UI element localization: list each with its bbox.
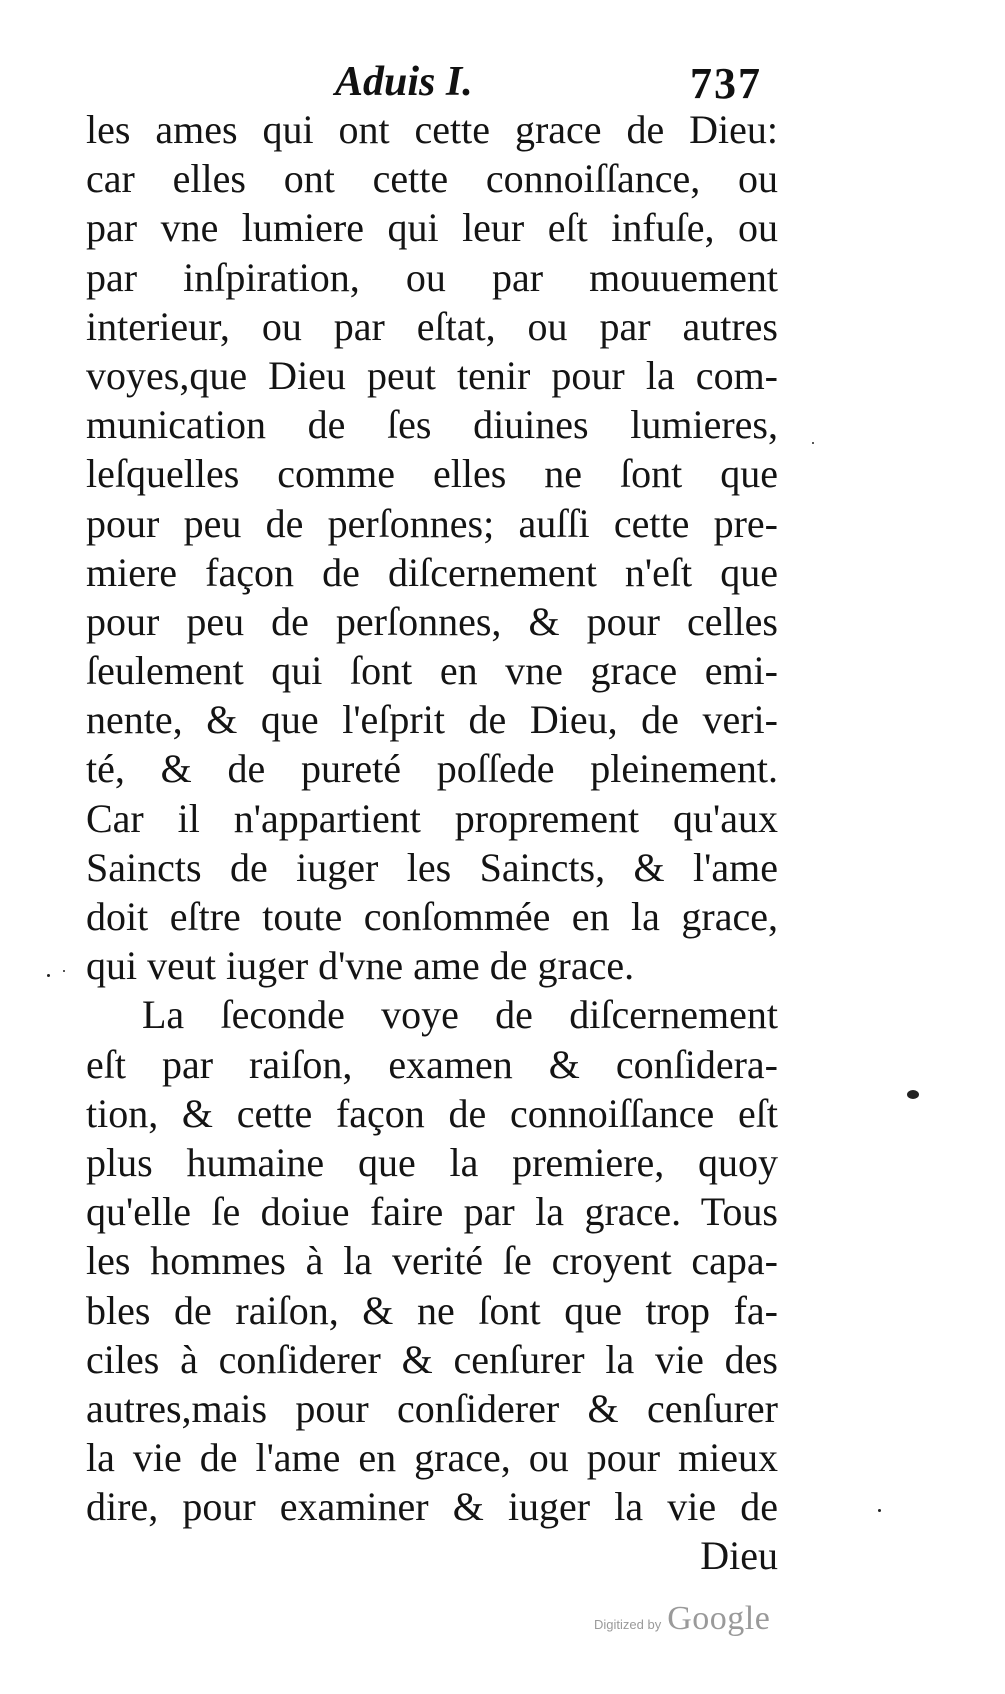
page-number: 737: [690, 59, 762, 108]
text-line: té, & de pureté poſſede pleinement.: [86, 746, 778, 792]
text-line: nente, & que l'eſprit de Dieu, de veri-: [86, 697, 778, 743]
running-head-title: Aduis I.: [335, 59, 473, 105]
ink-speck: [47, 974, 50, 977]
ink-speck: [878, 1509, 881, 1512]
text-line: Saincts de iuger les Saincts, & l'ame: [86, 844, 778, 890]
text-line: autres,mais pour conſiderer & cenſurer: [86, 1385, 778, 1431]
text-line: ſeulement qui ſont en vne grace emi-: [86, 648, 778, 694]
text-line: dire, pour examiner & iuger la vie de: [86, 1484, 778, 1530]
catchword: Dieu: [700, 1533, 778, 1579]
text-line: Car il n'appartient proprement qu'aux: [86, 795, 778, 841]
text-line: qui veut iuger d'vne ame de grace.: [86, 943, 635, 989]
text-line: pour peu de perſonnes; auſſi cette pre-: [86, 500, 778, 546]
text-line: miere façon de diſcernement n'eſt que: [86, 549, 778, 595]
text-line: tion, & cette façon de connoiſſance eſt: [86, 1090, 778, 1136]
ink-speck: [812, 442, 814, 444]
text-line: qu'elle ſe doiue faire par la grace. Tous: [86, 1189, 778, 1235]
text-line: la vie de l'ame en grace, ou pour mieux: [86, 1435, 778, 1481]
text-line-paragraph-start: La ſeconde voye de diſcernement: [142, 992, 778, 1038]
text-line: pour peu de perſonnes, & pour celles: [86, 598, 778, 644]
ink-speck: [63, 970, 65, 972]
text-line: ciles à conſiderer & cenſurer la vie des: [86, 1336, 778, 1382]
text-line: munication de ſes diuines lumieres,: [86, 402, 778, 448]
text-line: voyes,que Dieu peut tenir pour la com-: [86, 352, 778, 398]
text-line: car elles ont cette connoiſſance, ou: [86, 156, 778, 202]
text-line: plus humaine que la premiere, quoy: [86, 1139, 778, 1185]
text-line: leſquelles comme elles ne ſont que: [86, 451, 778, 497]
digitized-by-google-watermark: [594, 1600, 770, 1640]
body-text: [86, 105, 778, 1581]
text-line: par vne lumiere qui leur eſt infuſe, ou: [86, 205, 778, 251]
text-line: bles de raiſon, & ne ſont que trop fa-: [86, 1287, 778, 1333]
text-line: doit eſtre toute conſommée en la grace,: [86, 894, 778, 939]
google-logo: Google: [667, 1600, 771, 1637]
text-line: eſt par raiſon, examen & conſidera-: [86, 1041, 778, 1087]
text-line: les hommes à la verité ſe croyent capa-: [86, 1238, 778, 1284]
text-line: les ames qui ont cette grace de Dieu:: [86, 107, 778, 152]
running-head: [0, 56, 1005, 112]
text-line: par inſpiration, ou par mouuement: [86, 254, 778, 300]
text-line: interieur, ou par eſtat, ou par autres: [86, 303, 778, 349]
ink-speck: [907, 1090, 919, 1099]
digitized-by-label: Digitized by: [594, 1617, 662, 1632]
